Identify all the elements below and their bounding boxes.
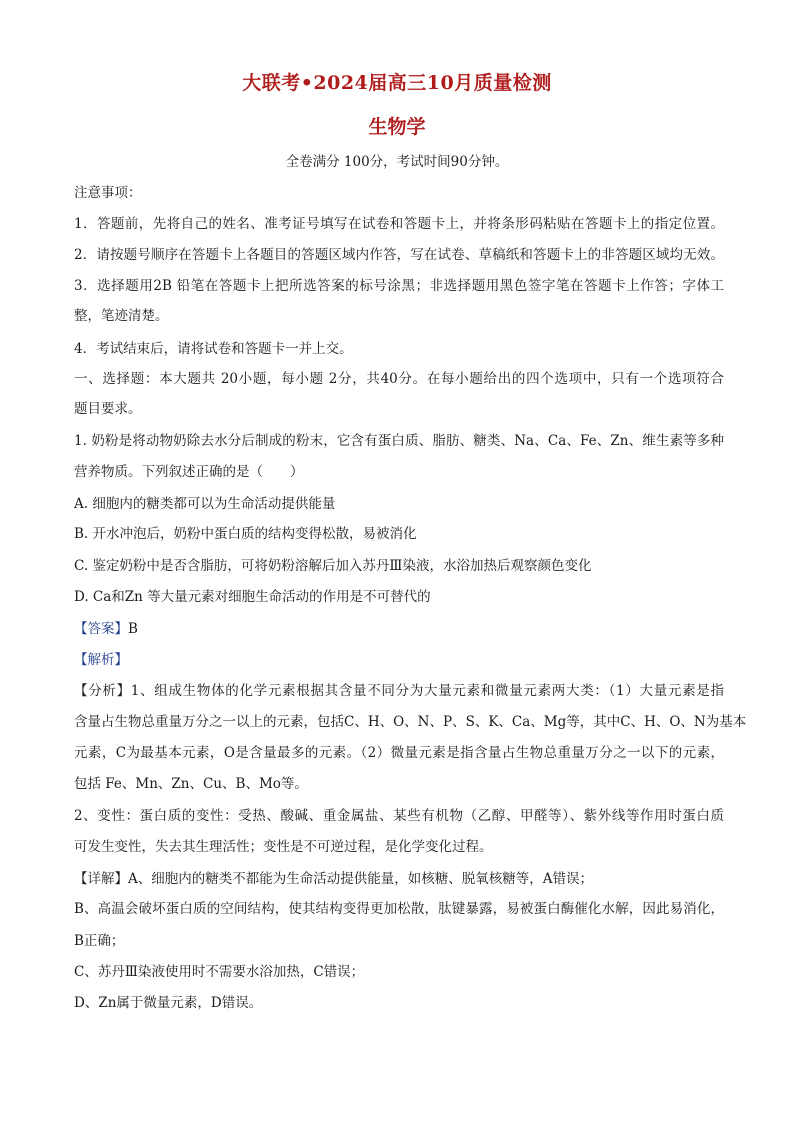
- xiangjie-line-4: C、苏丹Ⅲ染液使用时不需要水浴加热，C错误；: [74, 964, 365, 980]
- xiangjie-line-1: [74, 869, 724, 889]
- section-instruction: 一、选择题：本大题共 20小题，每小题 2分，共40分。在每小题给出的四个选项中，只有一个选项符合: [74, 371, 724, 387]
- option-a: A. 细胞内的糖类都可以为生命活动提供能量: [74, 496, 336, 512]
- note-item-4: 4．考试结束后，请将试卷和答题卡一并上交。: [74, 341, 353, 357]
- note-item-3: 3．选择题用2B 铅笔在答题卡上把所选答案的标号涂黑；非选择题用黑色签字笔在答题卡上作答；字体工: [74, 278, 724, 294]
- notes-heading: 注意事项：: [74, 185, 142, 201]
- option-b: B. 开水冲泡后，奶粉中蛋白质的结构变得松散，易被消化: [74, 526, 417, 542]
- xiangjie-text-1: A、细胞内的糖类不都能为生命活动提供能量，如核糖、脱氧核糖等，A错误；: [128, 871, 593, 887]
- fenxi-text-1: 1、组成生物体的化学元素根据其含量不同分为大量元素和微量元素两大类：（1）大量元素是指: [130, 683, 724, 699]
- score-info: 全卷满分 100分，考试时间90分钟。: [285, 154, 509, 170]
- answer-tag: 【答案】: [74, 621, 128, 637]
- xiangjie-tag: 【详解】: [74, 871, 128, 887]
- fenxi-line-2: 含量占生物总重量万分之一以上的元素，包括C、H、O、N、P、S、K、Ca、Mg等，其中C、H、O、N为基本: [74, 714, 747, 730]
- note-item-1: 1．答题前，先将自己的姓名、准考证号填写在试卷和答题卡上，并将条形码粘贴在答题卡上的指定位置。: [74, 216, 724, 232]
- fenxi-tag: 【分析】: [74, 683, 131, 699]
- note-item-3-cont: 整，笔迹清楚。: [74, 308, 169, 324]
- fenxi-line-5: 2、变性：蛋白质的变性：受热、酸碱、重金属盐、某些有机物（乙醇、甲醛等）、紫外线等作用时蛋白质: [74, 808, 724, 824]
- exam-title: 大联考•2024届高三10月质量检测: [242, 72, 552, 94]
- answer-line: [74, 619, 724, 639]
- xiangjie-line-3: B正确；: [74, 933, 125, 949]
- option-c: C. 鉴定奶粉中是否含脂肪，可将奶粉溶解后加入苏丹Ⅲ染液，水浴加热后观察颜色变化: [74, 558, 592, 574]
- fenxi-line-1: [74, 681, 724, 701]
- question-stem: 1. 奶粉是将动物奶除去水分后制成的粉末，它含有蛋白质、脂肪、糖类、Na、Ca、Fe、Zn、维生素等多种: [74, 433, 724, 449]
- analysis-tag: 【解析】: [74, 652, 128, 668]
- xiangjie-line-2: B、高温会破坏蛋白质的空间结构，使其结构变得更加松散，肽键暴露，易被蛋白酶催化水解，因此易消化，: [74, 901, 724, 917]
- fenxi-line-3: 元素，C为最基本元素，O是含量最多的元素。（2）微量元素是指含量占生物总重量万分之一以下的元素，: [74, 745, 724, 761]
- question-stem-cont: 营养物质。下列叙述正确的是（ ）: [74, 464, 304, 480]
- note-item-2: 2．请按题号顺序在答题卡上各题目的答题区域内作答，写在试卷、草稿纸和答题卡上的非答题区域均无效。: [74, 247, 724, 263]
- fenxi-line-6: 可发生变性，失去其生理活性；变性是不可逆过程，是化学变化过程。: [74, 839, 493, 855]
- answer-value: B: [128, 621, 138, 637]
- section-instruction-cont: 题目要求。: [74, 401, 142, 417]
- subject-title: 生物学: [368, 116, 426, 138]
- option-d: D. Ca和Zn 等大量元素对细胞生命活动的作用是不可替代的: [74, 589, 431, 605]
- xiangjie-line-5: D、Zn属于微量元素，D错误。: [74, 995, 263, 1011]
- analysis-line: [74, 650, 724, 670]
- fenxi-line-4: 包括 Fe、Mn、Zn、Cu、B、Mo等。: [74, 776, 308, 792]
